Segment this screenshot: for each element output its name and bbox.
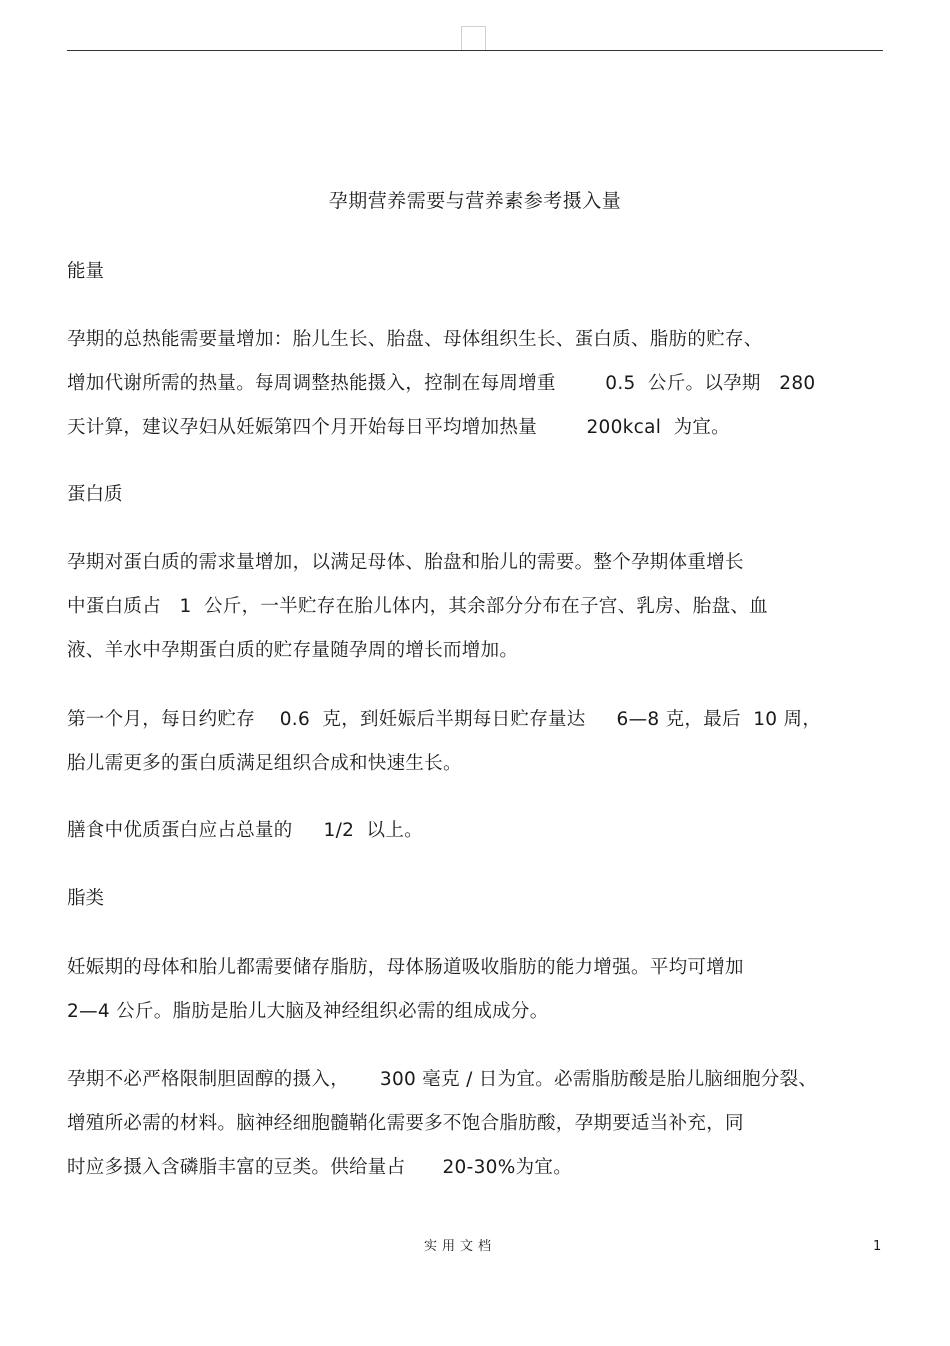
header-box xyxy=(461,26,486,50)
paragraph-line: 第一个月，每日约贮存 0.6 克，到妊娠后半期每日贮存量达 6—8 克，最后 10 周， xyxy=(67,709,822,730)
section-heading-protein: 蛋白质 xyxy=(67,484,123,505)
paragraph-line: 液、羊水中孕期蛋白质的贮存量随孕周的增长而增加。 xyxy=(67,640,519,661)
paragraph-line: 孕期对蛋白质的需求量增加，以满足母体、胎盘和胎儿的需要。整个孕期体重增长 xyxy=(67,552,744,573)
paragraph-line: 妊娠期的母体和胎儿都需要储存脂肪，母体肠道吸收脂肪的能力增强。平均可增加 xyxy=(67,957,744,978)
paragraph-line: 膳食中优质蛋白应占总量的 1/2 以上。 xyxy=(67,820,423,841)
section-heading-lipids: 脂类 xyxy=(67,888,105,909)
paragraph-line: 天计算，建议孕妇从妊娠第四个月开始每日平均增加热量 200kcal 为宜。 xyxy=(67,417,730,438)
paragraph-line: 孕期不必严格限制胆固醇的摄入， 300 毫克 / 日为宜。必需脂肪酸是胎儿脑细胞分裂、 xyxy=(67,1069,818,1090)
page-number: 1 xyxy=(873,1239,882,1254)
paragraph-line: 胎儿需更多的蛋白质满足组织合成和快速生长。 xyxy=(67,753,462,774)
paragraph-line: 孕期的总热能需要量增加：胎儿生长、胎盘、母体组织生长、蛋白质、脂肪的贮存、 xyxy=(67,329,763,350)
paragraph-line: 中蛋白质占 1 公斤，一半贮存在胎儿体内，其余部分分布在子宫、乳房、胎盘、血 xyxy=(67,596,768,617)
page-title: 孕期营养需要与营养素参考摄入量 xyxy=(328,190,622,212)
paragraph-line: 时应多摄入含磷脂丰富的豆类。供给量占 20-30%为宜。 xyxy=(67,1157,573,1178)
header-rule xyxy=(67,50,883,51)
paragraph-line: 增加代谢所需的热量。每周调整热能摄入，控制在每周增重 0.5 公斤。以孕期 280 xyxy=(67,373,816,394)
paragraph-line: 2—4 公斤。脂肪是胎儿大脑及神经组织必需的组成成分。 xyxy=(67,1001,549,1022)
section-heading-energy: 能量 xyxy=(67,261,105,282)
footer-label: 实用文档 xyxy=(423,1239,496,1254)
paragraph-line: 增殖所必需的材料。脑神经细胞髓鞘化需要多不饱合脂肪酸，孕期要适当补充，同 xyxy=(67,1113,744,1134)
